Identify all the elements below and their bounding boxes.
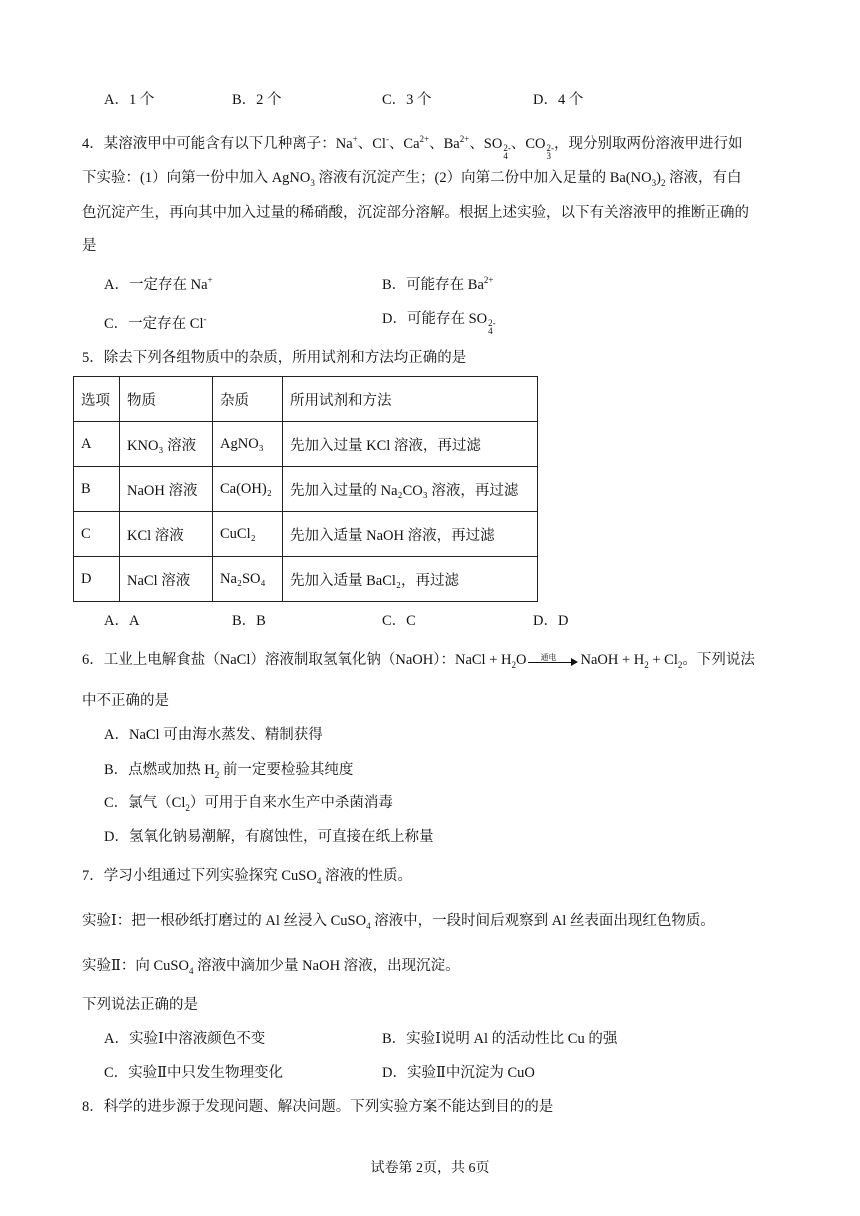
q4-stem-line-4: 是 — [82, 238, 97, 254]
q3-option-d: D．4 个 — [533, 92, 584, 108]
q5-option-c: C．C — [382, 613, 416, 629]
q7-option-d: D．实验Ⅱ中沉淀为 CuO — [382, 1065, 535, 1081]
q3-option-b: B．2 个 — [232, 92, 282, 108]
table-header-row — [74, 377, 538, 422]
table-header-cell: 所用试剂和方法 — [283, 377, 538, 422]
table-row — [74, 557, 538, 602]
q6-option-c: C．氯气$(Cl_2)$可用于自来水生产中杀菌消毒 — [104, 795, 393, 813]
q4-stem-line-1: 4．某溶液甲中可能含有以下几种离子：Na+、Cl-、$Ca^{2+}$、$Ba^{2+}$、SO 2- 4 、CO 2- 3 ，现分别取两份溶液甲进行如 — [82, 134, 743, 161]
q3-option-a: A．1 个 — [104, 92, 155, 108]
q5-option-a: A．A — [104, 613, 140, 629]
q7-option-a: A．实验Ⅰ中溶液颜色不变 — [104, 1031, 266, 1047]
table-cell: 先加入过量 KCl 溶液，再过滤 — [283, 422, 538, 467]
q8-stem: 8．科学的进步源于发现问题、解决问题。下列实验方案不能达到目的的是 — [82, 1099, 554, 1115]
table-cell: NaCl 溶液 — [120, 557, 213, 602]
q4-stem-line-3: 色沉淀产生，再向其中加入过量的稀硝酸，沉淀部分溶解。根据上述实验，以下有关溶液甲的推断正确的 — [82, 205, 749, 221]
q6-stem-line-2: 中不正确的是 — [82, 693, 169, 709]
q7-stem: 7．学习小组通过下列实验探究 CuSO$_4$ 溶液的性质。 — [82, 868, 412, 886]
q6-stem-line-1: 6．工业上电解食盐（NaCl）溶液制取氢氧化钠（NaOH）：NaCl + $H_2O$ 通电 NaOH + $H_2 + Cl_2$。下列说法 — [82, 652, 755, 670]
table-row — [74, 422, 538, 467]
table-cell: 先加入适量 BaCl₂，再过滤 — [283, 557, 538, 602]
electrolysis-equation: NaCl + $H_2O$ 通电 NaOH + $H_2 + Cl_2$ — [454, 652, 683, 670]
q4-option-a: A．一定存在 Na+ — [104, 275, 213, 293]
q5-option-b: B．B — [232, 613, 266, 629]
table-header-cell: 物质 — [120, 377, 213, 422]
q5-stem: 5．除去下列各组物质中的杂质，所用试剂和方法均正确的是 — [82, 350, 467, 366]
table-cell: CuCl₂ — [213, 512, 283, 557]
q7-experiment-2: 实验Ⅱ：向 CuSO$_4$ 溶液中滴加少量 NaOH 溶液，出现沉淀。 — [82, 958, 460, 976]
table-row — [74, 467, 538, 512]
table-cell: 先加入适量 NaOH 溶液，再过滤 — [283, 512, 538, 557]
table-cell: 先加入过量的 Na₂CO₃ 溶液，再过滤 — [283, 467, 538, 512]
q4-option-c: C．一定存在 Cl- — [104, 314, 207, 332]
page-footer: 试卷第 2页，共 6页 — [370, 1161, 490, 1176]
table-cell: KNO₃ 溶液 — [120, 422, 213, 467]
table-cell: Na₂SO₄ — [213, 557, 283, 602]
table-row — [74, 512, 538, 557]
table-cell: KCl 溶液 — [120, 512, 213, 557]
table-cell: D — [74, 557, 120, 602]
q7-option-b: B．实验Ⅰ说明 Al 的活动性比 Cu 的强 — [382, 1031, 618, 1047]
q6-option-d: D．氢氧化钠易潮解，有腐蚀性，可直接在纸上称量 — [104, 829, 434, 845]
q4-stem-line-2: 下实验：(1）向第一份中加入 AgNO$_3$ 溶液有沉淀产生；(2）向第二份中加入足量的 $Ba(NO_3)_2$ 溶液，有白 — [82, 170, 742, 188]
q7-option-c: C．实验Ⅱ中只发生物理变化 — [104, 1065, 284, 1081]
reaction-arrow-icon: 通电 — [528, 654, 578, 668]
q7-prompt: 下列说法正确的是 — [82, 997, 198, 1013]
q5-table — [73, 376, 538, 602]
q5-option-d: D．D — [533, 613, 569, 629]
table-cell: AgNO₃ — [213, 422, 283, 467]
table-header-cell: 杂质 — [213, 377, 283, 422]
table-cell: B — [74, 467, 120, 512]
q6-option-b: B．点燃或加热 $H_2$ 前一定要检验其纯度 — [104, 762, 354, 780]
q7-experiment-1: 实验Ⅰ：把一根砂纸打磨过的 Al 丝浸入 CuSO$_4$ 溶液中，一段时间后观察到 Al 丝表面出现红色物质。 — [82, 913, 715, 931]
q4-option-d: D．可能存在 SO 2- 4 — [382, 311, 496, 336]
table-cell: NaOH 溶液 — [120, 467, 213, 512]
table-cell: A — [74, 422, 120, 467]
q4-option-b: B．可能存在 $Ba^{2+}$ — [382, 275, 494, 293]
table-cell: C — [74, 512, 120, 557]
q6-option-a: A．NaCl 可由海水蒸发、精制获得 — [104, 727, 323, 743]
q3-option-c: C．3 个 — [382, 92, 432, 108]
table-cell: Ca(OH)₂ — [213, 467, 283, 512]
table-header-cell: 选项 — [74, 377, 120, 422]
